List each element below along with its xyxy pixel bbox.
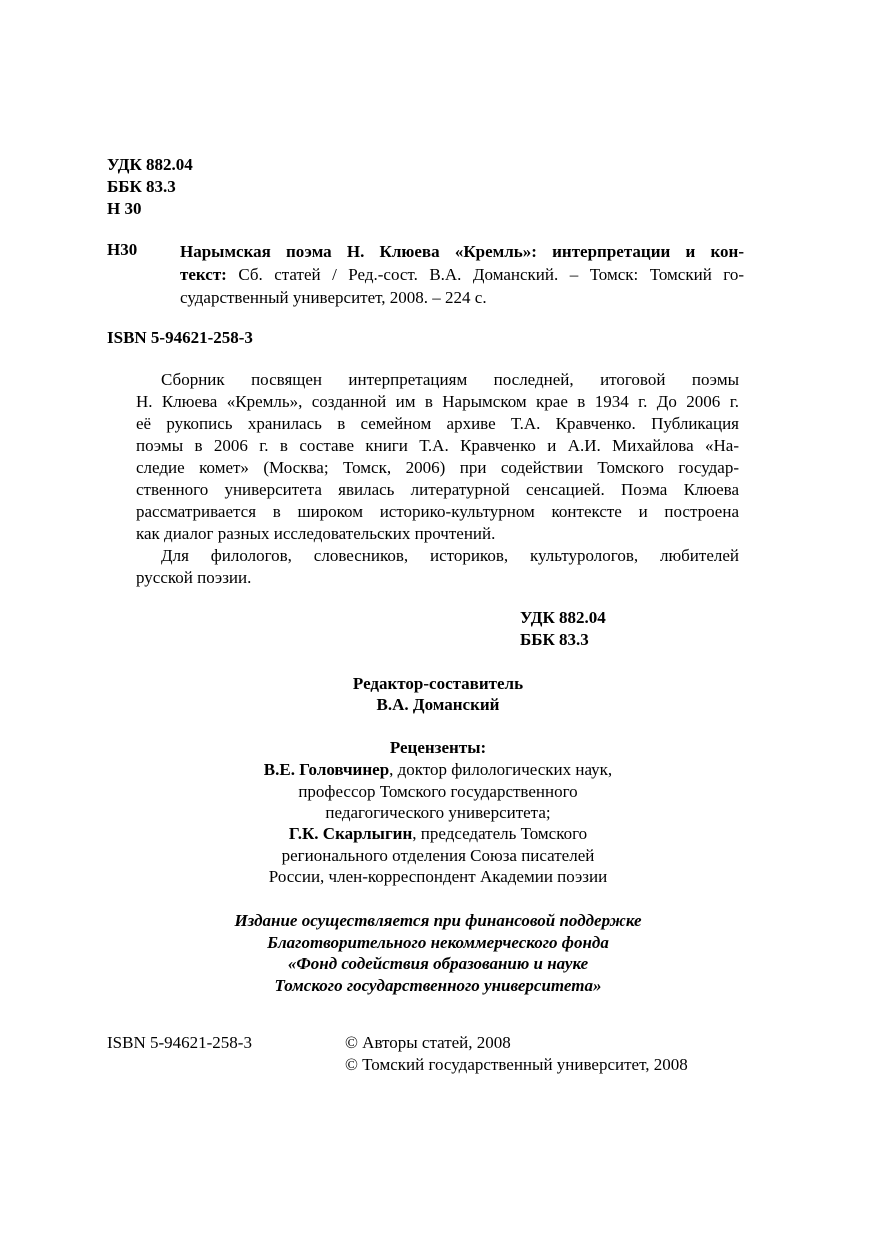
annotation-line: Н. Клюева «Кремль», созданной им в Нарымском крае в 1934 г. До 2006 г.	[136, 392, 739, 411]
author-mark: Н 30	[107, 199, 142, 218]
annotation-line: следие комет» (Москва; Томск, 2006) при содействии Томского государ-	[136, 458, 739, 477]
reviewers-heading: Рецензенты:	[389, 738, 487, 757]
annotation-line: рассматривается в широком историко-культурном контексте и построена	[136, 502, 739, 521]
funding-line: Томского государственного университета»	[274, 976, 602, 995]
bbk-code-bottom: ББК 83.3	[520, 630, 589, 649]
reviewer-1-line-3: педагогического университета;	[325, 803, 551, 822]
audience-line: Для филологов, словесников, историков, культурологов, любителей	[161, 546, 739, 565]
annotation-line: её рукопись хранилась в семейном архиве Т.А. Кравченко. Публикация	[136, 414, 739, 433]
annotation-line: Сборник посвящен интерпретациям последней, итоговой поэмы	[161, 370, 739, 389]
reviewer-2-line-2: регионального отделения Союза писателей	[281, 846, 595, 865]
audience-line: русской поэзии.	[136, 568, 252, 587]
reviewer-1-name: В.Е. Головчинер	[263, 760, 390, 779]
editor-role: Редактор-составитель	[352, 674, 524, 693]
isbn-top: ISBN 5-94621-258-3	[107, 328, 253, 347]
annotation	[136, 369, 739, 589]
editor-name: В.А. Доманский	[376, 695, 500, 714]
reviewer-2-line-1	[0, 823, 876, 844]
reviewer-1-line-1	[0, 759, 876, 780]
funding-line: Издание осуществляется при финансовой поддержке	[234, 911, 642, 930]
annotation-line: поэмы в 2006 г. в составе книги Т.А. Кравченко и А.И. Михайлова «На-	[136, 436, 739, 455]
annotation-line: ственного университета явилась литературной сенсацией. Поэма Клюева	[136, 480, 739, 499]
bibliographic-entry	[180, 240, 744, 309]
funding-line: Благотворительного некоммерческого фонда	[267, 933, 609, 952]
copyright-authors: © Авторы статей, 2008	[345, 1033, 511, 1052]
reviewer-2-name: Г.К. Скарлыгин	[288, 824, 413, 843]
entry-code: Н30	[107, 240, 138, 259]
reviewer-2-line-3: России, член-корреспондент Академии поэзии	[268, 867, 608, 886]
entry-title-end: текст:	[180, 265, 227, 284]
entry-line-2	[180, 263, 744, 286]
copyright-university: © Томский государственный университет, 2008	[345, 1055, 688, 1074]
udk-code-bottom: УДК 882.04	[520, 608, 606, 627]
reviewer-1-title: , доктор филологических наук,	[389, 760, 613, 779]
reviewer-2-title: , председатель Томского	[412, 824, 588, 843]
reviewer-1-line-2: профессор Томского государственного	[298, 782, 578, 801]
funding-line: «Фонд содействия образованию и науке	[287, 954, 589, 973]
isbn-footer: ISBN 5-94621-258-3	[107, 1033, 252, 1052]
udk-code: УДК 882.04	[107, 155, 193, 174]
entry-line-3: сударственный университет, 2008. – 224 с.	[180, 288, 487, 307]
entry-line-2-rest: Сб. статей / Ред.-сост. В.А. Доманский. – Томск: Томский го-	[226, 265, 744, 284]
annotation-line: как диалог разных исследовательских прочтений.	[136, 524, 496, 543]
bbk-code: ББК 83.3	[107, 177, 176, 196]
entry-title-line-1: Нарымская поэма Н. Клюева «Кремль»: интерпретации и кон-	[180, 242, 744, 261]
